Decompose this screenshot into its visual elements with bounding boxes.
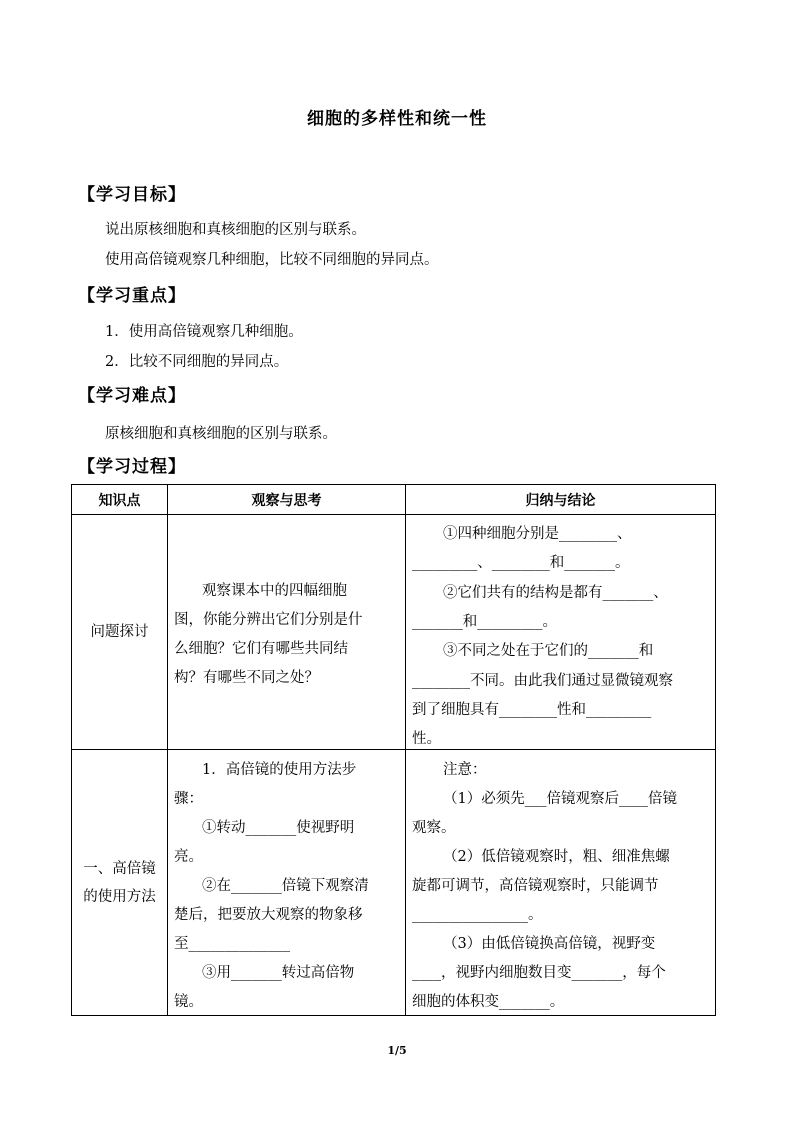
row1-conclude-line-7: 到了细胞具有________性和_________ xyxy=(412,702,652,718)
row2-conclude-line-1: 注意： xyxy=(443,762,487,778)
goals-line-2: 使用高倍镜观察几种细胞，比较不同细胞的异同点。 xyxy=(105,252,439,268)
row1-observe-line-2: 图，你能分辨出它们分别是什 xyxy=(174,612,363,628)
row1-conclude-line-4: _______和_________。 xyxy=(412,614,557,630)
row2-conclude-line-6: ________________。 xyxy=(412,907,543,923)
goals-heading: 【学习目标】 xyxy=(78,185,186,205)
row1-conclude-line-1: ①四种细胞分别是________、 xyxy=(443,526,632,542)
row1-conclude-line-5: ③不同之处在于它们的_______和 xyxy=(443,643,654,659)
keypoints-line-1: 1．使用高倍镜观察几种细胞。 xyxy=(105,324,303,340)
row1-conclude-line-8: 性。 xyxy=(412,731,441,747)
row2-conclude-line-3: 观察。 xyxy=(412,820,456,836)
header-observe: 观察与思考 xyxy=(168,485,406,515)
page-title: 细胞的多样性和统一性 xyxy=(307,109,487,129)
row2-conclude-cell xyxy=(406,750,716,1016)
row2-observe-line-6: 楚后，把要放大观察的物象移 xyxy=(174,907,363,923)
row2-observe-line-4: 亮。 xyxy=(174,849,203,865)
row1-conclude-cell xyxy=(406,515,716,750)
row2-observe-line-7: 至______________ xyxy=(174,936,290,952)
row1-observe-cell xyxy=(168,515,406,750)
page-number: 1/5 xyxy=(387,1044,407,1057)
row2-observe-cell xyxy=(168,750,406,1016)
row2-conclude-line-4: （2）低倍镜观察时，粗、细准焦螺 xyxy=(443,849,670,865)
keypoints-line-2: 2．比较不同细胞的异同点。 xyxy=(105,354,289,370)
row2-conclude-line-2: （1）必须先___倍镜观察后____倍镜 xyxy=(443,791,677,807)
row1-topic: 问题探讨 xyxy=(72,515,168,750)
row1-conclude-line-3: ②它们共有的结构是都有_______、 xyxy=(443,585,668,601)
keypoints-heading: 【学习重点】 xyxy=(78,286,186,306)
row2-observe-line-5: ②在_______倍镜下观察清 xyxy=(202,878,369,894)
goals-line-1: 说出原核细胞和真核细胞的区别与联系。 xyxy=(105,222,366,238)
row2-conclude-line-7: （3）由低倍镜换高倍镜，视野变 xyxy=(443,936,656,952)
process-heading: 【学习过程】 xyxy=(78,457,186,477)
row2-conclude-line-9: 细胞的体积变_______。 xyxy=(412,994,565,1010)
row2-topic-line-1: 一、高倍镜 xyxy=(83,860,156,877)
row2-observe-line-3: ①转动_______使视野明 xyxy=(202,820,355,836)
row2-topic-line-2: 的使用方法 xyxy=(83,888,156,905)
row1-observe-line-4: 构？有哪些不同之处？ xyxy=(174,670,319,686)
row2-conclude-line-5: 旋都可调节，高倍镜观察时，只能调节 xyxy=(412,878,659,894)
row2-conclude-line-8: ____，视野内细胞数目变_______，每个 xyxy=(412,965,666,981)
row2-observe-line-1: 1．高倍镜的使用方法步 xyxy=(202,762,357,778)
row1-conclude-line-2: _________、________和_______。 xyxy=(412,555,630,571)
row2-observe-line-8: ③用_______转过高倍物 xyxy=(202,965,355,981)
learning-process-table xyxy=(71,484,716,1016)
row2-observe-line-9: 镜。 xyxy=(174,994,203,1010)
row1-observe-line-1: 观察课本中的四幅细胞 xyxy=(202,583,347,599)
difficulty-line-1: 原核细胞和真核细胞的区别与联系。 xyxy=(105,426,337,442)
row1-observe-line-3: 么细胞？它们有哪些共同结 xyxy=(174,641,348,657)
header-conclude: 归纳与结论 xyxy=(406,485,716,515)
row2-observe-line-2: 骤： xyxy=(174,791,203,807)
row1-conclude-line-6: ________不同。由此我们通过显微镜观察 xyxy=(412,673,673,689)
header-topic: 知识点 xyxy=(72,485,168,515)
row2-topic xyxy=(72,750,168,1016)
difficulty-heading: 【学习难点】 xyxy=(78,386,186,406)
